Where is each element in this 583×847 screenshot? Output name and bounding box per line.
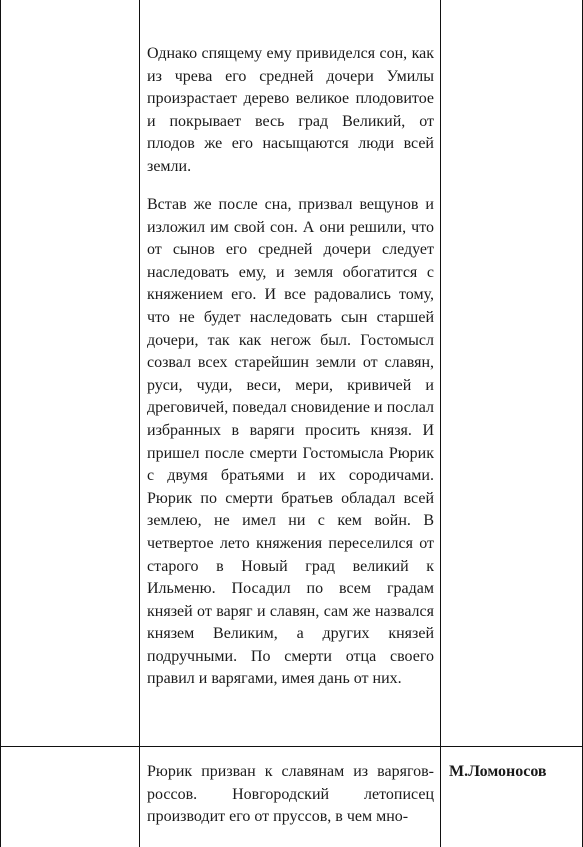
table-row-divider bbox=[0, 746, 583, 747]
table-column-divider-1 bbox=[139, 0, 140, 847]
row1-paragraph-rurik-summoned: Встав же после сна, призвал вещунов и изложил им свой сон. А они решили, что от сынов его средней дочери следует наследовать ему, и земля обогатится с княжением его. И все радовались тому, что не будет наследовать сын старшей дочери, так как негож был. Гостомысл созвал всех старейшин земли от славян, руси, чуди, веси, мери, кривичей и дреговичей, поведал сновидение и послал избранных в варяги просить князя. И пришел после смерти Гостомысла Рюрик с двумя братьями и их сородичами. Рюрик по смерти братьев обладал всей землею, не имел ни с кем войн. В четвертое лето княжения переселился от старого в Новый град великий к Ильменю. Посадил по всем градам князей от варяг и славян, сам же назвался князем Великим, а других князей подручными. По смерти отца своего правил и варягами, имея дань от них. bbox=[147, 196, 434, 688]
row2-author-name: М.Ломоносов bbox=[449, 763, 547, 780]
row1-paragraph-dream: Однако спящему ему привиделся сон, как из чрева его средней дочери Умилы произрастает дерево великое плодовитое и покрывает весь град Великий, от плодов же его насыщаются люди всей земли. bbox=[147, 45, 434, 175]
row2-paragraph-rurik: Рюрик призван к славянам из варягов-россов. Новгородский летописец производит его от пруссов, в чем мно- bbox=[147, 763, 434, 826]
table-border-left bbox=[0, 0, 1, 847]
table-column-divider-2 bbox=[440, 0, 441, 847]
